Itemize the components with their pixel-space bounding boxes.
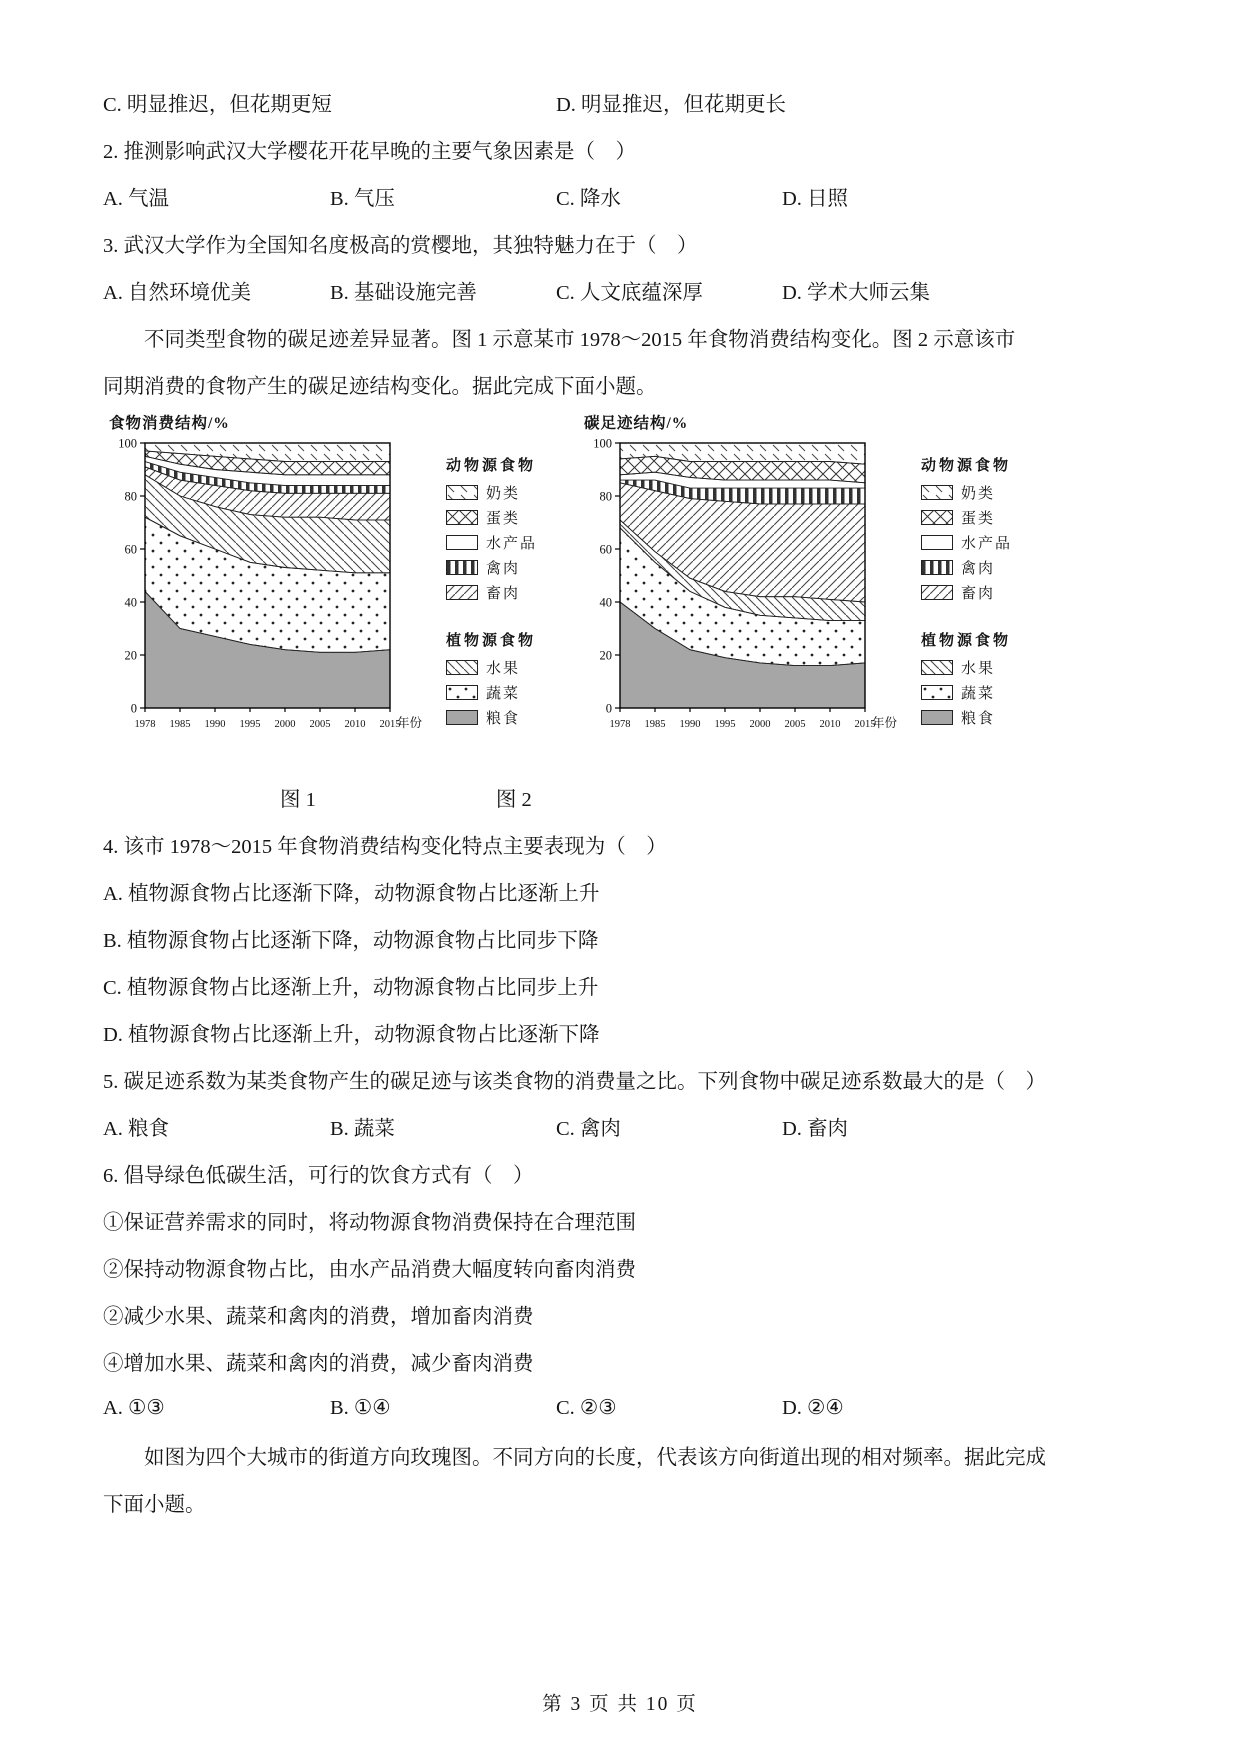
q2-option-a: A. 气温 xyxy=(103,187,170,210)
legend-swatch-icon xyxy=(446,685,478,700)
svg-text:80: 80 xyxy=(124,489,137,504)
legend-swatch-icon xyxy=(446,535,478,550)
legend-swatch-icon xyxy=(921,485,953,500)
legend-item-label: 畜肉 xyxy=(486,586,521,602)
legend-swatch-icon xyxy=(446,660,478,675)
svg-text:40: 40 xyxy=(599,595,612,610)
closing-paragraph-line2: 下面小题。 xyxy=(103,1493,206,1516)
legend-item xyxy=(921,680,1051,705)
legend-item-label: 蛋类 xyxy=(486,511,521,527)
chart-1 xyxy=(101,411,576,773)
svg-text:80: 80 xyxy=(599,489,612,504)
legend-item-label: 奶类 xyxy=(486,486,521,502)
svg-text:60: 60 xyxy=(124,542,137,557)
legend-item xyxy=(446,555,576,580)
q2-option-b: B. 气压 xyxy=(330,187,395,210)
legend-item-label: 水果 xyxy=(961,661,996,677)
q5-option-d: D. 畜肉 xyxy=(782,1117,849,1140)
legend-item xyxy=(921,480,1051,505)
legend-item-label: 禽肉 xyxy=(486,561,521,577)
legend-swatch-icon xyxy=(921,535,953,550)
closing-paragraph-line1: 如图为四个大城市的街道方向玫瑰图。不同方向的长度，代表该方向街道出现的相对频率。据此完成 xyxy=(144,1446,1046,1469)
intro-paragraph-line2: 同期消费的食物产生的碳足迹结构变化。据此完成下面小题。 xyxy=(103,375,657,398)
q3-option-d: D. 学术大师云集 xyxy=(782,281,931,304)
q6-options-row xyxy=(103,1384,1160,1431)
legend-item-label: 粮食 xyxy=(486,711,521,727)
legend-item xyxy=(921,705,1051,730)
legend-swatch-icon xyxy=(446,510,478,525)
chart2-legend xyxy=(921,435,1051,773)
svg-text:20: 20 xyxy=(124,648,137,663)
q3-option-a: A. 自然环境优美 xyxy=(103,281,252,304)
legend-item xyxy=(446,580,576,605)
q5-option-c: C. 禽肉 xyxy=(556,1117,621,1140)
legend-swatch-icon xyxy=(921,560,953,575)
svg-text:1985: 1985 xyxy=(644,719,666,730)
svg-text:0: 0 xyxy=(605,701,612,716)
q6-option-b: B. ①④ xyxy=(330,1397,391,1419)
q6-item-3: ②减少水果、蔬菜和禽肉的消费，增加畜肉消费 xyxy=(103,1305,534,1328)
legend-item-label: 水产品 xyxy=(486,536,538,552)
legend-item-label: 奶类 xyxy=(961,486,996,502)
svg-text:年份: 年份 xyxy=(872,716,898,730)
legend-item-label: 禽肉 xyxy=(961,561,996,577)
chart1-plot xyxy=(101,435,446,773)
q5-options-row xyxy=(103,1102,1160,1149)
q2-text: 2. 推测影响武汉大学樱花开花早晚的主要气象因素是（ ） xyxy=(103,140,636,163)
q4-option-a: A. 植物源食物占比逐渐下降，动物源食物占比逐渐上升 xyxy=(103,882,600,905)
q2-option-d: D. 日照 xyxy=(782,187,849,210)
legend-item-label: 粮食 xyxy=(961,711,996,727)
intro-paragraph-line1: 不同类型食物的碳足迹差异显著。图 1 示意某市 1978～2015 年食物消费结构变化。图 2 示意该市 xyxy=(144,328,1016,351)
fig2-caption: 图 2 xyxy=(495,788,532,811)
legend-swatch-icon xyxy=(921,660,953,675)
legend-swatch-icon xyxy=(921,685,953,700)
svg-text:40: 40 xyxy=(124,595,137,610)
svg-text:2010: 2010 xyxy=(819,719,841,730)
svg-text:1978: 1978 xyxy=(609,719,631,730)
svg-text:年份: 年份 xyxy=(397,716,423,730)
q1-option-d: D. 明显推迟，但花期更长 xyxy=(556,93,787,116)
legend-item xyxy=(921,505,1051,530)
q5-option-b: B. 蔬菜 xyxy=(330,1117,395,1140)
svg-text:2010: 2010 xyxy=(344,719,366,730)
chart2-plot xyxy=(576,435,921,773)
q5-option-a: A. 粮食 xyxy=(103,1117,170,1140)
legend-item xyxy=(921,555,1051,580)
chart1-legend xyxy=(446,435,576,773)
legend-group-title: 植物源食物 xyxy=(446,633,537,649)
legend-item xyxy=(446,705,576,730)
chart-area-svg xyxy=(576,435,921,767)
legend-group-title: 动物源食物 xyxy=(446,458,537,474)
chart1-title: 食物消费结构/% xyxy=(109,415,230,432)
q4-option-d: D. 植物源食物占比逐渐上升，动物源食物占比逐渐下降 xyxy=(103,1023,600,1046)
legend-swatch-icon xyxy=(921,710,953,725)
figures-block xyxy=(101,411,1160,773)
legend-item-label: 蛋类 xyxy=(961,511,996,527)
q2-options-row xyxy=(103,172,1160,219)
figure-captions-row xyxy=(103,773,1160,820)
svg-text:100: 100 xyxy=(118,436,137,451)
svg-text:1985: 1985 xyxy=(169,719,191,730)
legend-item-label: 水果 xyxy=(486,661,521,677)
svg-text:2000: 2000 xyxy=(274,719,296,730)
legend-item-label: 水产品 xyxy=(961,536,1013,552)
svg-text:60: 60 xyxy=(599,542,612,557)
svg-text:2005: 2005 xyxy=(784,719,806,730)
legend-item xyxy=(446,680,576,705)
legend-item-label: 畜肉 xyxy=(961,586,996,602)
q5-text: 5. 碳足迹系数为某类食物产生的碳足迹与该类食物的消费量之比。下列食物中碳足迹系数最大的是（ ） xyxy=(103,1070,1046,1093)
q3-option-b: B. 基础设施完善 xyxy=(330,281,477,304)
legend-group-title: 植物源食物 xyxy=(921,633,1012,649)
chart2-title: 碳足迹结构/% xyxy=(584,415,689,432)
q4-option-b: B. 植物源食物占比逐渐下降，动物源食物占比同步下降 xyxy=(103,929,599,952)
legend-item xyxy=(446,655,576,680)
legend-item xyxy=(446,505,576,530)
legend-swatch-icon xyxy=(446,585,478,600)
legend-item xyxy=(921,580,1051,605)
q6-item-1: ①保证营养需求的同时，将动物源食物消费保持在合理范围 xyxy=(103,1211,636,1234)
fig1-caption: 图 1 xyxy=(280,788,316,811)
svg-text:1995: 1995 xyxy=(714,719,736,730)
legend-swatch-icon xyxy=(446,560,478,575)
q1-option-c: C. 明显推迟，但花期更短 xyxy=(103,93,332,116)
svg-text:0: 0 xyxy=(130,701,137,716)
legend-item xyxy=(921,530,1051,555)
svg-text:1990: 1990 xyxy=(679,719,701,730)
legend-item-label: 蔬菜 xyxy=(486,686,521,702)
q2-option-c: C. 降水 xyxy=(556,187,621,210)
legend-item-label: 蔬菜 xyxy=(961,686,996,702)
q3-option-c: C. 人文底蕴深厚 xyxy=(556,281,703,304)
legend-swatch-icon xyxy=(921,585,953,600)
q6-item-4: ④增加水果、蔬菜和禽肉的消费，减少畜肉消费 xyxy=(103,1352,534,1375)
legend-group-title: 动物源食物 xyxy=(921,458,1012,474)
legend-swatch-icon xyxy=(921,510,953,525)
legend-item xyxy=(446,480,576,505)
svg-text:100: 100 xyxy=(593,436,612,451)
q6-option-d: D. ②④ xyxy=(782,1397,844,1419)
q3-options-row xyxy=(103,266,1160,313)
svg-text:1995: 1995 xyxy=(239,719,261,730)
legend-item xyxy=(446,530,576,555)
q6-item-2: ②保持动物源食物占比，由水产品消费大幅度转向畜肉消费 xyxy=(103,1258,636,1281)
q4-option-c: C. 植物源食物占比逐渐上升，动物源食物占比同步上升 xyxy=(103,976,599,999)
legend-swatch-icon xyxy=(446,485,478,500)
legend-item xyxy=(921,655,1051,680)
q1-tail-options-row xyxy=(103,78,1160,125)
svg-text:1990: 1990 xyxy=(204,719,226,730)
chart-area-svg xyxy=(101,435,446,767)
legend-swatch-icon xyxy=(446,710,478,725)
q4-text: 4. 该市 1978～2015 年食物消费结构变化特点主要表现为（ ） xyxy=(103,835,667,858)
svg-text:2000: 2000 xyxy=(749,719,771,730)
svg-text:1978: 1978 xyxy=(134,719,156,730)
svg-text:20: 20 xyxy=(599,648,612,663)
q6-text: 6. 倡导绿色低碳生活，可行的饮食方式有（ ） xyxy=(103,1164,534,1187)
chart-2 xyxy=(576,411,1051,773)
page-footer: 第 3 页 共 10 页 xyxy=(542,1694,698,1715)
svg-text:2015: 2015 xyxy=(854,719,876,730)
q3-text: 3. 武汉大学作为全国知名度极高的赏樱地，其独特魅力在于（ ） xyxy=(103,234,698,257)
svg-text:2015: 2015 xyxy=(379,719,401,730)
q6-option-a: A. ①③ xyxy=(103,1397,165,1419)
q6-option-c: C. ②③ xyxy=(556,1397,617,1419)
svg-text:2005: 2005 xyxy=(309,719,331,730)
